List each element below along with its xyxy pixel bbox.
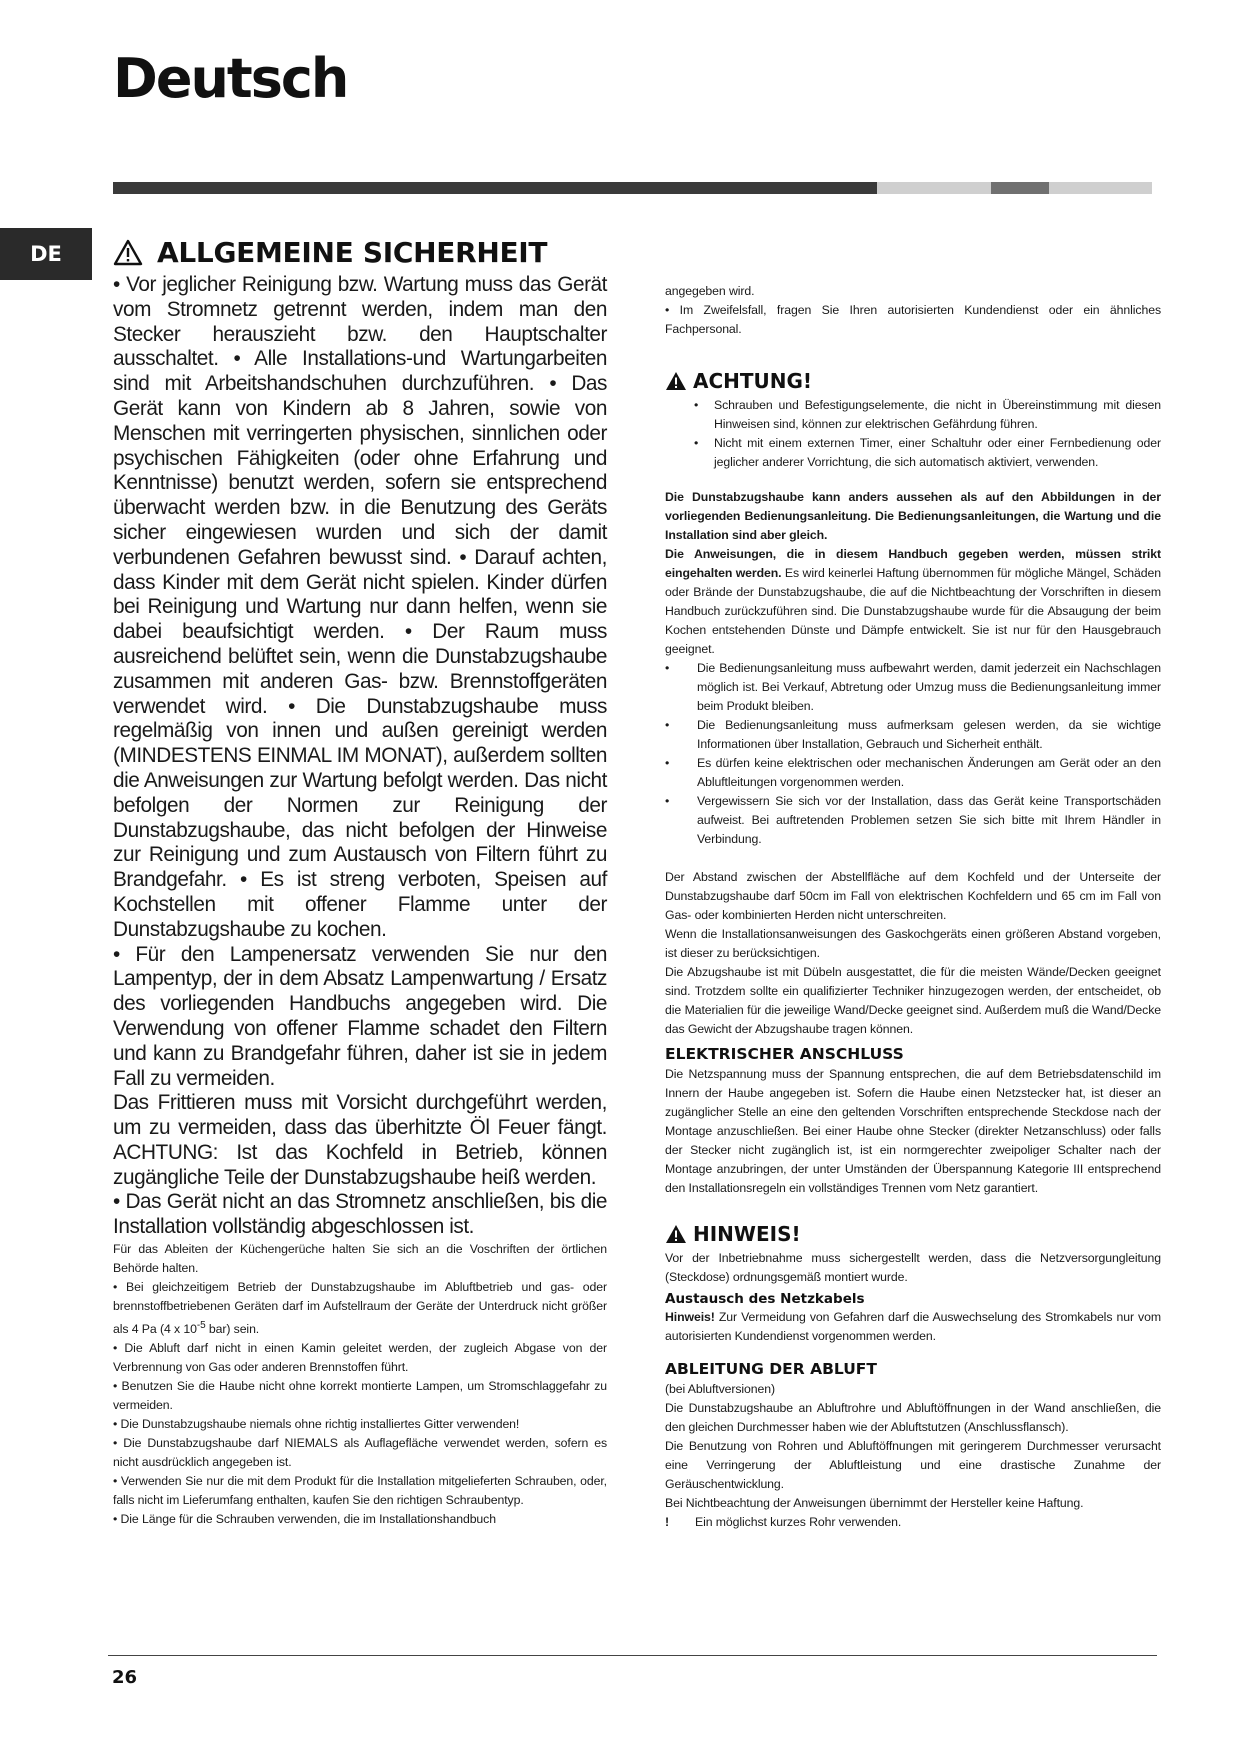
color-bar-light-segment-2 bbox=[1049, 182, 1152, 194]
electric-connection-text: Die Netzspannung muss der Spannung entsprechen, die auf dem Betriebsdatenschild im Innern der Haube angegeben ist. Sofern die Haube einen Netzstecker hat, ist dieser an zugänglicher Stelle an eine den geltenden Vorschriften entsprechende Steckdose nach der Montage anzuschließen. Bei einer Haube ohne Stecker (direkter Netzanschluss) oder falls der Stecker nicht zugänglich ist, ist ein normgerechter zweipoliger Schalter nach der Montage anzubringen, der unter Umständen der Überspannung Kategorie III entsprechend den Installationsregeln ein vollständiges Trennen vom Netz garantiert. bbox=[665, 1067, 1161, 1195]
cable-replacement-heading: Austausch des Netzkabels bbox=[665, 1291, 865, 1307]
exhaust-paragraph: Die Benutzung von Rohren und Abluftöffnungen mit geringerem Durchmesser verursacht eine Verringerung der Abluftleistung und eine drastische Zunahme der Geräuschentwicklung. bbox=[665, 1439, 1161, 1491]
manual-item-text: Die Bedienungsanleitung muss aufmerksam gelesen werden, da sie wichtige Informationen über Installation, Gebrauch und Sicherheit enthält. bbox=[697, 718, 1161, 751]
manual-item-text: Es dürfen keine elektrischen oder mechanischen Änderungen am Gerät oder an den Abluftleitungen vorgenommen werden. bbox=[697, 756, 1161, 789]
warning-filled-icon bbox=[665, 371, 687, 391]
liability-note bbox=[665, 545, 1161, 659]
exhaust-paragraph: Bei Nichtbeachtung der Anweisungen übernimmt der Hersteller keine Haftung. bbox=[665, 1496, 1084, 1510]
pressure-text-end: bar) sein. bbox=[205, 1322, 260, 1337]
achtung-item: • Nicht mit einem externen Timer, einer Schaltuhr oder einer Fernbedienung oder jeglicher anderer Vorrichtung, die sich automatisch aktiviert, verwenden. bbox=[694, 436, 1161, 469]
achtung-item-text: Schrauben und Befestigungselemente, die nicht in Übereinstimmung mit diesen Hinweisen sind, können zur elektrischen Gefährdung führen. bbox=[714, 398, 1161, 431]
appearance-note-text: Die Dunstabzugshaube kann anders aussehen als auf den Abbildungen in der vorliegenden Bedienungsanleitung. Die Bedienungsanleitungen, die Wartung und die Installation sind aber gleich. bbox=[665, 490, 1161, 542]
achtung-heading bbox=[665, 369, 1161, 393]
achtung-title: ACHTUNG! bbox=[693, 369, 813, 393]
exhaust-heading: ABLEITUNG DER ABLUFT bbox=[665, 1360, 877, 1378]
language-title: Deutsch bbox=[113, 47, 348, 110]
header-color-bar bbox=[113, 182, 1152, 194]
pressure-exponent: -5 bbox=[196, 1320, 206, 1332]
electric-connection-heading: ELEKTRISCHER ANSCHLUSS bbox=[665, 1045, 904, 1063]
general-safety-heading bbox=[113, 236, 607, 269]
language-tab bbox=[0, 228, 92, 280]
safety-small-item: • Benutzen Sie die Haube nicht ohne korrekt montierte Lampen, um Stromschlaggefahr zu vermeiden. bbox=[113, 1379, 607, 1413]
manual-item: • Es dürfen keine elektrischen oder mechanischen Änderungen am Gerät oder an den Abluftleitungen vorgenommen werden. bbox=[665, 756, 1161, 789]
color-bar-dark-segment bbox=[113, 182, 877, 194]
manual-item: • Vergewissern Sie sich vor der Installation, dass das Gerät keine Transportschäden aufweist. Bei auftretenden Problemen setzen Sie sich bitte mit Ihrem Händler in Verbindung. bbox=[665, 794, 1161, 846]
cable-note-text: Zur Vermeidung von Gefahren darf die Auswechselung des Stromkabels nur vom autorisierten Kundendienst vorgenommen werden. bbox=[665, 1310, 1161, 1343]
cable-replacement-text bbox=[665, 1308, 1161, 1346]
odour-regulation-text: Für das Ableiten der Küchengerüche halten Sie sich an die Voschriften der örtlichen Behörde halten. bbox=[113, 1242, 607, 1276]
safety-paragraph-3: Das Frittieren muss mit Vorsicht durchgeführt werden, um zu vermeiden, dass das überhitzte Öl Feuer fängt. ACHTUNG: Ist das Kochfeld in Betrieb, können zugängliche Teile der Dunstabzugshaube heiß werden. bbox=[113, 1091, 607, 1189]
exhaust-tip-mark: ! bbox=[665, 1515, 669, 1529]
cable-note-bold: Hinweis! bbox=[665, 1310, 715, 1324]
safety-small-item: • Die Dunstabzugshaube niemals ohne richtig installiertes Gitter verwenden! bbox=[113, 1417, 520, 1432]
achtung-list bbox=[665, 396, 1161, 472]
distance-paragraph: Die Abzugshaube ist mit Dübeln ausgestattet, die für die meisten Wände/Decken geeignet sind. Trotzdem sollte ein qualifizierter Techniker hinzugezogen werden, der entscheidet, ob die Materialien für die jeweilige Wand/Decke geeignet sind. Außerdem muß die Wand/Decke das Gewicht der Abzugshaube tragen können. bbox=[665, 965, 1161, 1036]
safety-small-list bbox=[113, 1339, 607, 1529]
hinweis-title: HINWEIS! bbox=[693, 1222, 801, 1246]
color-bar-light-segment bbox=[877, 182, 991, 194]
manual-list bbox=[665, 659, 1161, 849]
hinweis-heading bbox=[665, 1222, 1161, 1246]
exhaust-paragraph: (bei Abluftversionen) bbox=[665, 1382, 776, 1396]
liability-note-text: Es wird keinerlei Haftung übernommen für mögliche Mängel, Schäden oder Brände der Dunstabzugshaube, die auf die Nichtbeachtung der Vorschriften in diesem Handbuch zurückzuführen sind. Die Dunstabzugshaube wurde für die Absaugung der beim Kochen entstehenden Dünste und Dämpfe entwickelt. Sie ist nur für den Hausgebrauch geeignet. bbox=[665, 566, 1161, 656]
warning-outline-icon bbox=[113, 239, 143, 266]
liability-note-bold: Die Anweisungen, die in diesem Handbuch gegeben werden, müssen strikt eingehalten werden. bbox=[665, 547, 1161, 580]
doubt-text: • Im Zweifelsfall, fragen Sie Ihren autorisierten Kundendienst oder ein ähnliches Fachpersonal. bbox=[665, 303, 1161, 336]
distance-paragraph: Der Abstand zwischen der Abstellfläche auf dem Kochfeld und der Unterseite der Dunstabzugshaube darf 50cm im Fall von elektrischen Kochfeldern und 65 cm im Fall von Gas- oder kombinierten Herden nicht unterschreiten. bbox=[665, 870, 1161, 922]
warning-filled-icon bbox=[665, 1224, 687, 1244]
footer-rule bbox=[108, 1655, 1157, 1656]
manual-item-text: Vergewissern Sie sich vor der Installation, dass das Gerät keine Transportschäden aufweist. Bei auftretenden Problemen setzen Sie sich bitte mit Ihrem Händler in Verbindung. bbox=[697, 794, 1161, 846]
exhaust-paragraph: Die Dunstabzugshaube an Abluftrohre und Abluftöffnungen in der Wand anschließen, die den gleichen Durchmesser haben wie der Abluftstutzen (Anschlussflansch). bbox=[665, 1401, 1161, 1434]
safety-small-item: • Die Länge für die Schrauben verwenden, die im Installationshandbuch bbox=[113, 1512, 496, 1527]
safety-paragraph-4: • Das Gerät nicht an das Stromnetz anschließen, bis die Installation vollständig abgeschlossen ist. bbox=[113, 1190, 607, 1239]
safety-paragraph-1: • Vor jeglicher Reinigung bzw. Wartung muss das Gerät vom Stromnetz getrennt werden, indem man den Stecker herauszieht bzw. den Hauptschalter ausschaltet. • Alle Installations-und Wartungarbeiten sind mit Arbeitshandschuhen durchzuführen. • Das Gerät kann von Kindern ab 8 Jahren, sowie von Menschen mit verringerten physischen, sinnlichen oder psychischen Fähigkeiten (oder ohne Erfahrung und Kenntnisse) benutzt werden, sofern sie entsprechend überwacht werden bzw. in die Benutzung des Geräts sicher eingewiesen wurden und sich der damit verbundenen Gefahren bewusst sind. • Darauf achten, dass Kinder mit dem Gerät nicht spielen. Kinder dürfen bei Reinigung und Wartung nur dann helfen, wenn sie dabei beaufsichtigt werden. • Der Raum muss ausreichend belüftet sein, wenn die Dunstabzugshaube zusammen mit anderen Gas- bzw. Brennstoffgeräten verwendet wird. • Die Dunstabzugshaube muss regelmäßig von innen und außen gereinigt werden (MINDESTENS EINMAL IM MONAT), außerdem sollten die Anweisungen zur Wartung befolgt werden. Das nicht befolgen der Normen zur Reinigung der Dunstabzugshaube, das nicht befolgen der Hinweise zur Reinigung und zum Austausch von Filtern führt zu Brandgefahr. • Es ist streng verboten, Speisen auf Kochstellen mit offener Flamme unter der Dunstabzugshaube zu kochen. bbox=[113, 273, 607, 941]
distance-paragraph: Wenn die Installationsanweisungen des Gaskochgeräts einen größeren Abstand vorgeben, ist dieser zu berücksichtigen. bbox=[665, 927, 1161, 960]
achtung-item: • Schrauben und Befestigungselemente, die nicht in Übereinstimmung mit diesen Hinweisen sind, können zur elektrischen Gefährdung führen. bbox=[694, 398, 1161, 431]
pressure-text-main: • Bei gleichzeitigem Betrieb der Dunstabzugshaube im Abluftbetrieb und gas- oder brennstoffbetriebenen Geräten darf im Aufstellraum der Geräte der Unterdruck nicht größer als 4 Pa (4 x 10 bbox=[113, 1280, 607, 1337]
safety-paragraph-2: • Für den Lampenersatz verwenden Sie nur den Lampentyp, der in dem Absatz Lampenwartung / Ersatz des vorliegenden Handbuchs angegeben wird. Die Verwendung von offener Flamme schadet den Filtern und kann zu Brandgefahr führen, daher ist sie in jedem Fall zu vermeiden. bbox=[113, 942, 607, 1090]
manual-item-text: Die Bedienungsanleitung muss aufbewahrt werden, damit jederzeit ein Nachschlagen möglich ist. Bei Verkauf, Abtretung oder Umzug muss die Bedienungsanleitung immer beim Produkt bleiben. bbox=[697, 661, 1161, 713]
safety-small-item: • Verwenden Sie nur die mit dem Produkt für die Installation mitgelieferten Schrauben, oder, falls nicht im Lieferumfang enthalten, kaufen Sie den richtigen Schraubentyp. bbox=[113, 1474, 607, 1508]
manual-item: • Die Bedienungsanleitung muss aufbewahrt werden, damit jederzeit ein Nachschlagen möglich ist. Bei Verkauf, Abtretung oder Umzug muss die Bedienungsanleitung immer beim Produkt bleiben. bbox=[665, 661, 1161, 713]
exhaust-tip bbox=[665, 1513, 1161, 1532]
language-tab-label: DE bbox=[30, 242, 62, 266]
safety-small-item: • Die Abluft darf nicht in einen Kamin geleitet werden, der zugleich Abgase von der Verbrennung von Gas oder anderen Brennstoffen führt. bbox=[113, 1341, 607, 1375]
page-number: 26 bbox=[112, 1667, 138, 1688]
pressure-text bbox=[113, 1278, 607, 1339]
achtung-item-text: Nicht mit einem externen Timer, einer Schaltuhr oder einer Fernbedienung oder jeglicher anderer Vorrichtung, die sich automatisch aktiviert, verwenden. bbox=[714, 436, 1161, 469]
exhaust-tip-text: Ein möglichst kurzes Rohr verwenden. bbox=[695, 1515, 902, 1529]
general-safety-title: ALLGEMEINE SICHERHEIT bbox=[157, 236, 548, 269]
hinweis-text: Vor der Inbetriebnahme muss sichergestellt werden, dass die Netzversorgungleitung (Steckdose) ordnungsgemäß montiert wurde. bbox=[665, 1251, 1161, 1284]
left-column bbox=[113, 236, 607, 1529]
right-column bbox=[665, 282, 1161, 1532]
continuation-text: angegeben wird. bbox=[665, 284, 755, 298]
color-bar-mid-segment bbox=[991, 182, 1049, 194]
safety-small-item: • Die Dunstabzugshaube darf NIEMALS als Auflagefläche verwendet werden, sofern es nicht ausdrücklich angegeben ist. bbox=[113, 1436, 607, 1470]
appearance-note bbox=[665, 488, 1161, 545]
manual-item: • Die Bedienungsanleitung muss aufmerksam gelesen werden, da sie wichtige Informationen über Installation, Gebrauch und Sicherheit enthält. bbox=[665, 718, 1161, 751]
